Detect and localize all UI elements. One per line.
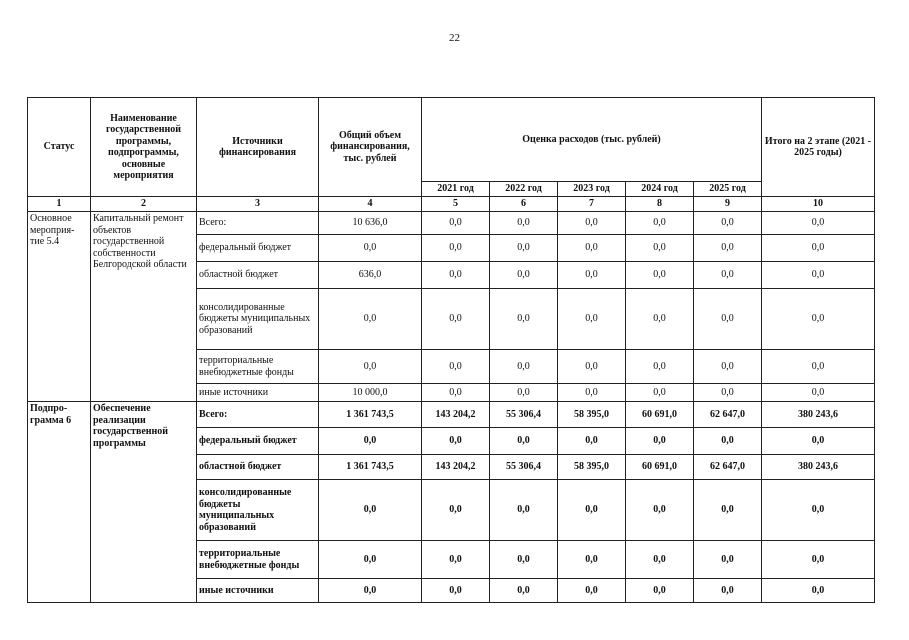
amount-cell: 0,0 xyxy=(422,289,490,350)
header-stage-total: Итого на 2 этапе (2021 - 2025 годы) xyxy=(762,98,875,197)
amount-cell: 0,0 xyxy=(422,262,490,289)
funding-source-cell: консолидированные бюджеты муниципальных образований xyxy=(197,480,319,541)
header-year: 2023 год xyxy=(558,182,626,197)
amount-cell: 0,0 xyxy=(319,480,422,541)
amount-cell: 0,0 xyxy=(762,480,875,541)
header-total: Общий объем финансирования, тыс. рублей xyxy=(319,98,422,197)
amount-cell: 0,0 xyxy=(490,579,558,603)
amount-cell: 1 361 743,5 xyxy=(319,402,422,428)
amount-cell: 0,0 xyxy=(422,541,490,579)
header-year: 2022 год xyxy=(490,182,558,197)
funding-source-cell: Всего: xyxy=(197,402,319,428)
amount-cell: 0,0 xyxy=(762,579,875,603)
header-name: Наименование государственной программы, подпрограммы, основные мероприятия xyxy=(91,98,197,197)
program-name-cell: Обеспечение реализации государственной программы xyxy=(91,402,197,603)
amount-cell: 0,0 xyxy=(694,384,762,402)
amount-cell: 62 647,0 xyxy=(694,455,762,480)
funding-source-cell: иные источники xyxy=(197,579,319,603)
amount-cell: 0,0 xyxy=(626,350,694,384)
amount-cell: 10 636,0 xyxy=(319,212,422,235)
amount-cell: 0,0 xyxy=(762,289,875,350)
amount-cell: 0,0 xyxy=(422,384,490,402)
column-number: 4 xyxy=(319,197,422,212)
amount-cell: 0,0 xyxy=(694,212,762,235)
amount-cell: 0,0 xyxy=(319,541,422,579)
amount-cell: 60 691,0 xyxy=(626,455,694,480)
amount-cell: 0,0 xyxy=(626,384,694,402)
table-row xyxy=(28,402,875,428)
amount-cell: 0,0 xyxy=(490,541,558,579)
funding-source-cell: Всего: xyxy=(197,212,319,235)
amount-cell: 0,0 xyxy=(558,428,626,455)
amount-cell: 380 243,6 xyxy=(762,402,875,428)
amount-cell: 0,0 xyxy=(626,289,694,350)
column-number: 2 xyxy=(91,197,197,212)
amount-cell: 0,0 xyxy=(694,541,762,579)
amount-cell: 0,0 xyxy=(558,384,626,402)
status-cell: Подпро-грамма 6 xyxy=(28,402,91,603)
page-number: 22 xyxy=(449,32,460,44)
column-number: 3 xyxy=(197,197,319,212)
header-sources: Источники финансирования xyxy=(197,98,319,197)
amount-cell: 0,0 xyxy=(626,428,694,455)
header-year: 2021 год xyxy=(422,182,490,197)
header-year: 2025 год xyxy=(694,182,762,197)
program-name-cell: Капитальный ремонт объектов государственной собственности Белгородской области xyxy=(91,212,197,402)
amount-cell: 0,0 xyxy=(319,289,422,350)
amount-cell: 0,0 xyxy=(490,480,558,541)
amount-cell: 60 691,0 xyxy=(626,402,694,428)
amount-cell: 0,0 xyxy=(558,350,626,384)
amount-cell: 0,0 xyxy=(319,579,422,603)
amount-cell: 0,0 xyxy=(762,350,875,384)
amount-cell: 0,0 xyxy=(558,289,626,350)
amount-cell: 0,0 xyxy=(422,235,490,262)
column-number: 5 xyxy=(422,197,490,212)
table-body xyxy=(28,212,875,603)
column-number: 8 xyxy=(626,197,694,212)
amount-cell: 0,0 xyxy=(558,262,626,289)
funding-source-cell: консолидированные бюджеты муниципальных образований xyxy=(197,289,319,350)
amount-cell: 0,0 xyxy=(422,212,490,235)
amount-cell: 0,0 xyxy=(558,579,626,603)
amount-cell: 0,0 xyxy=(558,235,626,262)
amount-cell: 0,0 xyxy=(319,350,422,384)
amount-cell: 62 647,0 xyxy=(694,402,762,428)
amount-cell: 0,0 xyxy=(694,428,762,455)
amount-cell: 0,0 xyxy=(490,350,558,384)
status-cell: Основное мероприя-тие 5.4 xyxy=(28,212,91,402)
funding-source-cell: территориальные внебюджетные фонды xyxy=(197,541,319,579)
amount-cell: 0,0 xyxy=(694,262,762,289)
amount-cell: 0,0 xyxy=(762,541,875,579)
funding-source-cell: областной бюджет xyxy=(197,262,319,289)
amount-cell: 0,0 xyxy=(558,541,626,579)
amount-cell: 0,0 xyxy=(490,262,558,289)
amount-cell: 0,0 xyxy=(558,480,626,541)
amount-cell: 10 000,0 xyxy=(319,384,422,402)
amount-cell: 0,0 xyxy=(694,350,762,384)
header-year: 2024 год xyxy=(626,182,694,197)
amount-cell: 636,0 xyxy=(319,262,422,289)
amount-cell: 143 204,2 xyxy=(422,402,490,428)
header-estimate: Оценка расходов (тыс. рублей) xyxy=(422,98,762,182)
amount-cell: 0,0 xyxy=(762,428,875,455)
amount-cell: 0,0 xyxy=(626,480,694,541)
amount-cell: 58 395,0 xyxy=(558,402,626,428)
amount-cell: 0,0 xyxy=(626,262,694,289)
funding-source-cell: федеральный бюджет xyxy=(197,235,319,262)
column-number: 6 xyxy=(490,197,558,212)
amount-cell: 0,0 xyxy=(762,235,875,262)
amount-cell: 0,0 xyxy=(626,541,694,579)
funding-source-cell: территориальные внебюджетные фонды xyxy=(197,350,319,384)
table-row xyxy=(28,212,875,235)
amount-cell: 0,0 xyxy=(762,384,875,402)
amount-cell: 0,0 xyxy=(626,579,694,603)
column-number: 7 xyxy=(558,197,626,212)
amount-cell: 0,0 xyxy=(490,212,558,235)
amount-cell: 0,0 xyxy=(694,480,762,541)
amount-cell: 0,0 xyxy=(490,235,558,262)
funding-source-cell: областной бюджет xyxy=(197,455,319,480)
amount-cell: 0,0 xyxy=(422,350,490,384)
amount-cell: 0,0 xyxy=(490,289,558,350)
column-number: 9 xyxy=(694,197,762,212)
column-number: 10 xyxy=(762,197,875,212)
column-number: 1 xyxy=(28,197,91,212)
header-status: Статус xyxy=(28,98,91,197)
amount-cell: 0,0 xyxy=(319,428,422,455)
amount-cell: 0,0 xyxy=(490,384,558,402)
amount-cell: 0,0 xyxy=(319,235,422,262)
funding-source-cell: федеральный бюджет xyxy=(197,428,319,455)
amount-cell: 55 306,4 xyxy=(490,402,558,428)
amount-cell: 0,0 xyxy=(490,428,558,455)
amount-cell: 0,0 xyxy=(422,428,490,455)
amount-cell: 0,0 xyxy=(694,289,762,350)
amount-cell: 0,0 xyxy=(558,212,626,235)
financing-table xyxy=(27,97,875,603)
amount-cell: 0,0 xyxy=(694,235,762,262)
amount-cell: 1 361 743,5 xyxy=(319,455,422,480)
amount-cell: 0,0 xyxy=(694,579,762,603)
amount-cell: 0,0 xyxy=(762,262,875,289)
amount-cell: 58 395,0 xyxy=(558,455,626,480)
amount-cell: 0,0 xyxy=(422,579,490,603)
amount-cell: 0,0 xyxy=(762,212,875,235)
amount-cell: 55 306,4 xyxy=(490,455,558,480)
amount-cell: 380 243,6 xyxy=(762,455,875,480)
amount-cell: 0,0 xyxy=(422,480,490,541)
amount-cell: 0,0 xyxy=(626,212,694,235)
amount-cell: 0,0 xyxy=(626,235,694,262)
amount-cell: 143 204,2 xyxy=(422,455,490,480)
funding-source-cell: иные источники xyxy=(197,384,319,402)
